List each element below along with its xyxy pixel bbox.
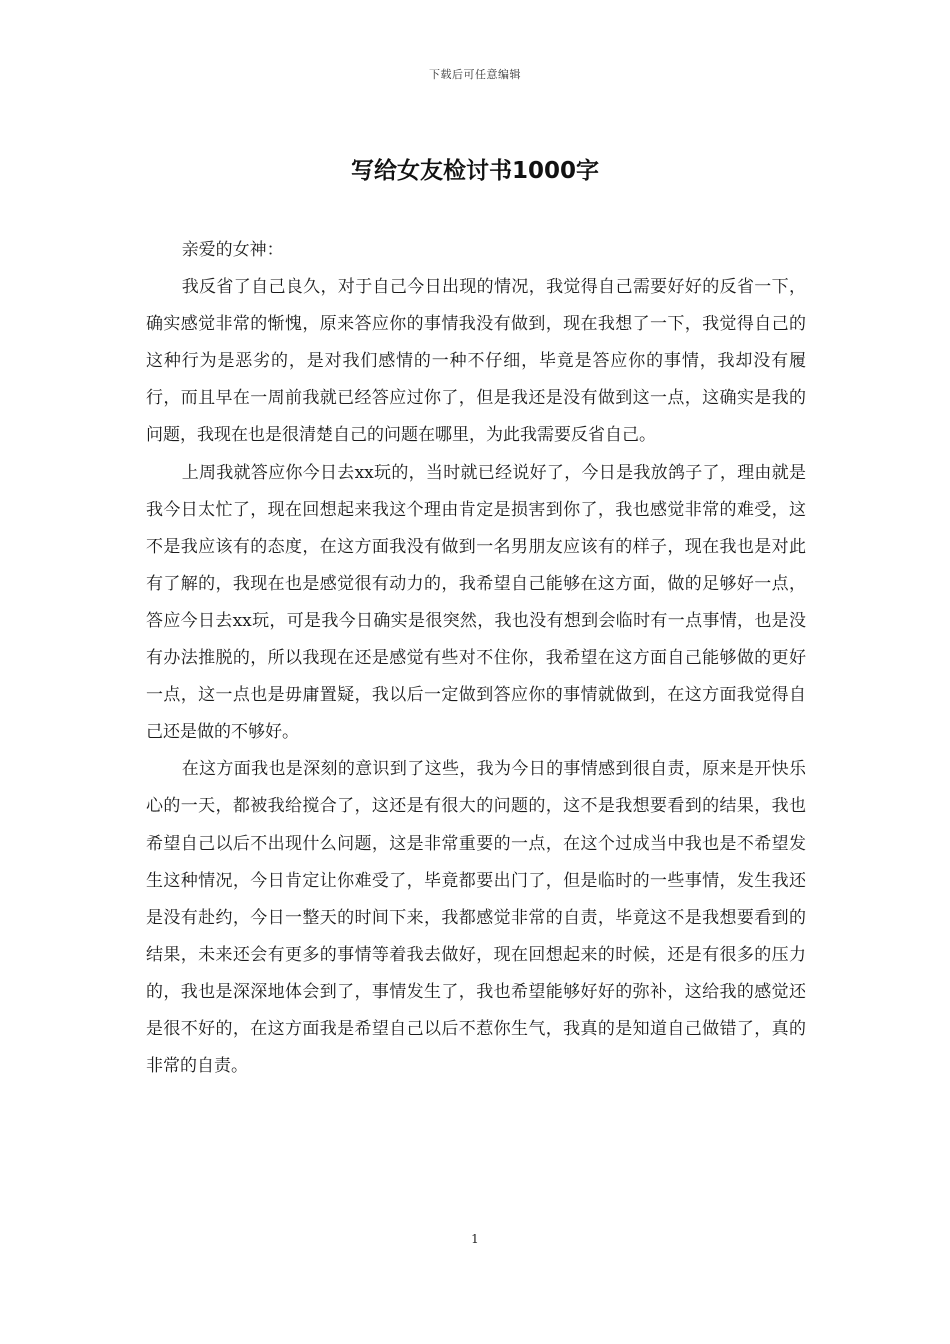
paragraph-1: 我反省了自己良久，对于自己今日出现的情况，我觉得自己需要好好的反省一下，确实感觉非常的惭愧，原来答应你的事情我没有做到，现在我想了一下，我觉得自己的这种行为是恶劣的，是对我们感情的一种不仔细，毕竟是答应你的事情，我却没有履行，而且早在一周前我就已经答应过你了，但是我还是没有做到这一点，这确实是我的问题，我现在也是很清楚自己的问题在哪里，为此我需要反省自己。 bbox=[146, 277, 806, 446]
paragraph-3: 在这方面我也是深刻的意识到了这些，我为今日的事情感到很自责，原来是开快乐心的一天，都被我给搅合了，这还是有很大的问题的，这不是我想要看到的结果，我也希望自己以后不出现什么问题，这是非常重要的一点，在这个过成当中我也是不希望发生这种情况，今日肯定让你难受了，毕竟都要出门了，但是临时的一些事情，发生我还是没有赴约，今日一整天的时间下来，我都感觉非常的自责，毕竟这不是我想要看到的结果，未来还会有更多的事情等着我去做好，现在回想起来的时候，还是有很多的压力的，我也是深深地体会到了，事情发生了，我也希望能够好好的弥补，这给我的感觉还是很不好的，在这方面我是希望自己以后不惹你生气，我真的是知道自己做错了，真的非常的自责。 bbox=[146, 759, 806, 1077]
paragraph-2: 上周我就答应你今日去xx玩的，当时就已经说好了，今日是我放鸽子了，理由就是我今日太忙了，现在回想起来我这个理由肯定是损害到你了，我也感觉非常的难受，这不是我应该有的态度，在这方面我没有做到一名男朋友应该有的样子，现在我也是对此有了解的，我现在也是感觉很有动力的，我希望自己能够在这方面，做的足够好一点，答应今日去xx玩，可是我今日确实是很突然，我也没有想到会临时有一点事情，也是没有办法推脱的，所以我现在还是感觉有些对不住你，我希望在这方面自己能够做的更好一点，这一点也是毋庸置疑，我以后一定做到答应你的事情就做到，在这方面我觉得自己还是做的不够好。 bbox=[146, 462, 806, 743]
page-number: 1 bbox=[471, 1232, 479, 1246]
document-body bbox=[146, 232, 806, 1085]
document-title: 写给女友检讨书1000字 bbox=[350, 158, 599, 184]
header-note: 下载后可任意编辑 bbox=[429, 68, 521, 81]
salutation: 亲爱的女神： bbox=[181, 240, 284, 260]
